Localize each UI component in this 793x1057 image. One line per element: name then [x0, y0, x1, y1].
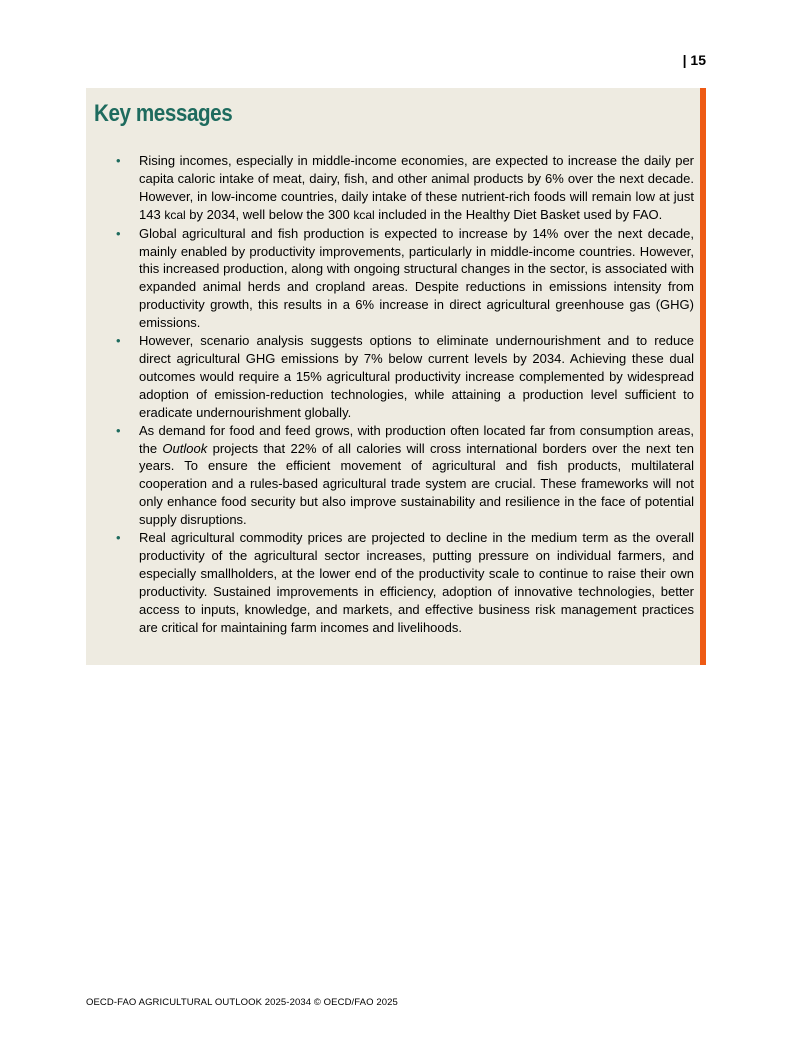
key-message-income	[114, 152, 694, 225]
message-text: As demand for food and feed grows, with production often located far from consumption areas, the	[139, 422, 694, 456]
bullet-icon: •	[116, 153, 121, 168]
bullet-icon: •	[116, 530, 121, 546]
key-message-production	[114, 225, 694, 332]
page-number: | 15	[682, 52, 706, 68]
outlook-emphasis: Outlook	[162, 440, 208, 456]
message-text: Rising incomes, especially in middle-income economies, are expected to increase the daily per capita caloric intake of meat, dairy, fish, and other animal products by 6% over the next decade. However, in low-income countries, daily intake of these nutrient-rich foods will remain low at just 143	[139, 153, 694, 222]
bullet-icon: •	[116, 422, 121, 438]
bullet-icon: •	[116, 333, 121, 349]
key-message-prices	[114, 529, 694, 636]
key-messages-list	[114, 152, 694, 636]
key-messages-title: Key messages	[94, 100, 233, 127]
message-text: Global agricultural and fish production is expected to increase by 14% over the next decade, mainly enabled by productivity improvements, particularly in middle-income countries. However, this increased production, along with ongoing structural changes in the sector, is associated with expanded animal herds and cropland areas. Despite reductions in emissions intensity from productivity growth, this results in a 6% increase in direct agricultural greenhouse gas (GHG) emissions.	[139, 225, 694, 331]
accent-bar	[700, 88, 706, 665]
key-message-scenario	[114, 332, 694, 422]
message-text: by 2034, well below the 300	[185, 206, 354, 222]
message-text: included in the Healthy Diet Basket used by FAO.	[374, 206, 663, 222]
key-messages-box	[86, 88, 700, 665]
message-text: However, scenario analysis suggests options to eliminate undernourishment and to reduce direct agricultural GHG emissions by 7% below current levels by 2034. Achieving these dual outcomes would require a 15% agricultural productivity increase complemented by widespread adoption of emission-reduction technologies, while attaining a production level sufficient to eradicate undernourishment globally.	[139, 333, 694, 420]
bullet-icon: •	[116, 225, 121, 241]
message-text: Real agricultural commodity prices are projected to decline in the medium term as the overall productivity of the agricultural sector increases, putting pressure on individual farmers, and especially smallholders, at the lower end of the productivity scale to continue to raise their own productivity. Sustained improvements in efficiency, adoption of innovative technologies, better access to inputs, knowledge, and markets, and effective business risk management practices are critical for maintaining farm incomes and livelihoods.	[139, 530, 694, 635]
key-message-trade	[114, 422, 694, 529]
footer-copyright: OECD-FAO AGRICULTURAL OUTLOOK 2025-2034 © OECD/FAO 2025	[86, 997, 398, 1008]
unit-label: kcal	[353, 207, 375, 222]
message-text: projects that 22% of all calories will cross international borders over the next ten years. To ensure the efficient movement of agricultural and fish products, multilateral cooperation and a rules-based agricultural trade system are crucial. These frameworks will not only enhance food security but also improve sustainability and resilience in the face of potential supply disruptions.	[139, 440, 694, 528]
unit-label: kcal	[164, 207, 186, 222]
